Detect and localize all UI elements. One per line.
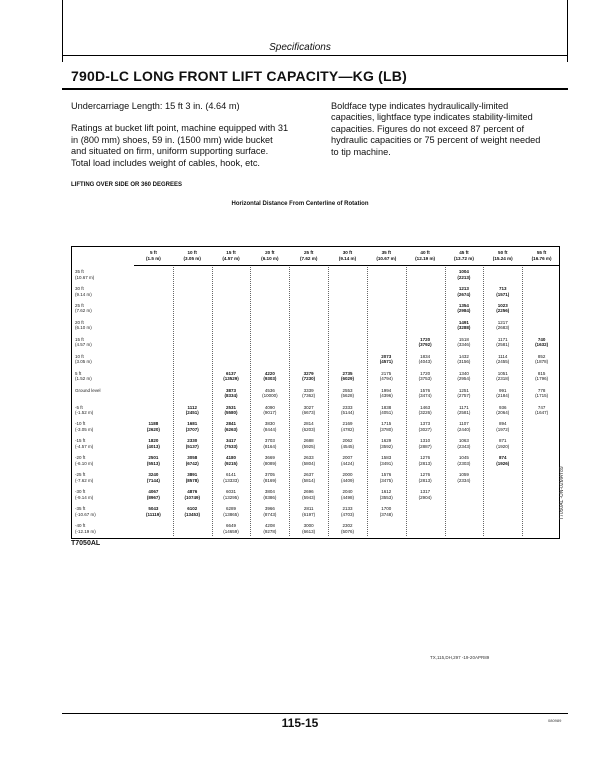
capacity-kg: 1063: [458, 438, 469, 444]
capacity-lb: (2455): [496, 359, 510, 365]
capacity-lb: (2581): [496, 342, 510, 348]
capacity-lb: (4794): [379, 376, 393, 382]
capacity-lb: (2318): [496, 376, 510, 382]
capacity-kg: 1432: [458, 353, 469, 359]
capacity-kg: 740: [537, 336, 546, 342]
boldface-legend-paragraph: [331, 101, 561, 158]
capacity-kg: 1276: [420, 472, 431, 478]
row-label: -30 ft: [75, 489, 86, 495]
capacity-lb: (8967): [146, 494, 160, 500]
capacity-lb: (5628): [340, 393, 354, 399]
capacity-kg: 4876: [187, 489, 198, 495]
paragraph-line: Undercarriage Length: 15 ft 3 in. (4.64 m): [71, 101, 240, 111]
capacity-kg: 2302: [342, 523, 353, 529]
capacity-lb: (5814): [302, 477, 316, 483]
capacity-kg: 1023: [497, 302, 508, 308]
paragraph-line: Boldface type indicates hydraulically-limited: [331, 101, 509, 111]
capacity-lb: (7362): [302, 393, 316, 399]
capacity-kg: 1051: [497, 370, 508, 376]
capacity-lb: (2581): [457, 410, 471, 416]
capacity-lb: (5144): [340, 410, 354, 416]
capacity-kg: 2688: [303, 438, 314, 444]
capacity-kg: 1354: [458, 302, 469, 308]
capacity-lb: (2674): [457, 291, 471, 297]
row-label: -10 ft: [75, 421, 86, 427]
capacity-kg: 2553: [342, 387, 353, 393]
capacity-lb: (8169): [263, 477, 277, 483]
capacity-lb: (13529): [223, 376, 239, 382]
lifting-over-side-label: LIFTING OVER SIDE OR 360 DEGREES: [71, 182, 183, 188]
capacity-kg: 1310: [420, 438, 431, 444]
capacity-lb: (2887): [418, 443, 432, 449]
capacity-kg: 874: [499, 455, 507, 461]
capacity-lb: (2813): [418, 477, 432, 483]
capacity-kg: 1463: [420, 404, 431, 410]
row-label: -25 ft: [75, 472, 86, 478]
capacity-lb: (2303): [457, 460, 471, 466]
capacity-lb: (3592): [379, 443, 393, 449]
capacity-lb: (14659): [223, 528, 239, 534]
capacity-lb: (9278): [263, 528, 277, 534]
column-header-metric: (4.57 m): [222, 256, 240, 261]
capacity-lb: (13295): [223, 494, 239, 500]
capacity-kg: 3873: [226, 387, 237, 393]
capacity-lb: (6263): [224, 427, 238, 433]
column-separator: [522, 267, 523, 536]
capacity-kg: 3705: [264, 472, 275, 478]
capacity-lb: (4396): [379, 393, 393, 399]
capacity-lb: (4409): [340, 477, 354, 483]
paragraph-line: in (800 mm) shoes, 59 in. (1500 mm) wide bucket: [71, 134, 273, 145]
capacity-lb: (2813): [418, 460, 432, 466]
capacity-kg: 2133: [342, 506, 353, 512]
capacity-kg: 3891: [187, 472, 198, 478]
capacity-kg: 747: [537, 404, 546, 410]
column-header-metric: (12.19 m): [415, 256, 436, 261]
paragraph-line: capacities. Figures do not exceed 87 percent of: [331, 123, 525, 134]
column-header-metric: (7.62 m): [299, 256, 318, 261]
capacity-lb: (2256): [496, 308, 510, 314]
capacity-lb: (9017): [263, 410, 277, 416]
capacity-kg: 1834: [420, 353, 431, 359]
capacity-lb: (8164): [263, 443, 277, 449]
capacity-kg: 1820: [148, 438, 159, 444]
paragraph-line: Total load includes weight of cables, hook, etc.: [71, 157, 260, 168]
capacity-lb: (3027): [418, 427, 432, 433]
row-label-metric: (3.05 m): [75, 359, 92, 365]
column-header: 10 ft: [187, 250, 197, 255]
capacity-kg: 1004: [458, 269, 469, 274]
capacity-lb: (8334): [224, 393, 238, 399]
capacity-lb: (5580): [224, 410, 238, 416]
capacity-kg: 1188: [148, 421, 159, 427]
capacity-kg: 1715: [381, 421, 392, 427]
capacity-lb: (7144): [146, 477, 160, 483]
capacity-lb: (3474): [418, 393, 432, 399]
capacity-lb: (2064): [496, 410, 510, 416]
capacity-kg: 2000: [342, 472, 353, 478]
capacity-kg: 6137: [226, 370, 237, 376]
capacity-kg: 3703: [264, 438, 275, 444]
capacity-kg: 2062: [342, 438, 353, 444]
column-header-metric: (9.14 m): [338, 256, 357, 261]
capacity-kg: 852: [537, 353, 546, 359]
capacity-lb: (1632): [535, 342, 549, 348]
row-label: -35 ft: [75, 506, 86, 512]
capacity-kg: 6031: [226, 489, 237, 495]
undercarriage-ratings-paragraph: [71, 101, 326, 169]
column-header-metric: (3.05 m): [183, 256, 201, 261]
capacity-kg: 6102: [187, 506, 198, 512]
capacity-kg: 1576: [420, 387, 431, 393]
capacity-kg: 1629: [381, 438, 392, 444]
capacity-lb: (8386): [263, 494, 277, 500]
capacity-kg: 1213: [458, 285, 469, 291]
lift-capacity-table: [71, 246, 560, 539]
capacity-kg: 2007: [342, 455, 353, 461]
capacity-lb: (1647): [535, 410, 549, 416]
row-label: -20 ft: [75, 455, 86, 461]
row-label: -15 ft: [75, 438, 86, 444]
row-label: Ground level: [75, 387, 101, 393]
capacity-kg: 4180: [226, 455, 237, 461]
row-label-metric: (7.62 m): [75, 308, 92, 314]
capacity-kg: 1612: [381, 489, 392, 495]
row-label: -5 ft: [75, 404, 83, 410]
capacity-lb: (5943): [302, 494, 316, 500]
illustration-id: T7050AL: [71, 540, 101, 547]
capacity-kg: 6141: [226, 472, 237, 478]
capacity-kg: 1317: [420, 489, 431, 495]
capacity-kg: 1576: [381, 472, 392, 478]
row-label: 35 ft: [75, 269, 84, 274]
row-label-metric: (-10.67 m): [75, 511, 96, 517]
capacity-kg: 894: [499, 421, 507, 427]
paragraph-line: to tip machine.: [331, 146, 391, 157]
capacity-lb: (11119): [146, 511, 161, 517]
row-label-metric: (-9.14 m): [75, 494, 94, 500]
capacity-kg: 2814: [303, 421, 314, 427]
row-label: 10 ft: [75, 353, 84, 359]
row-label-metric: (-12.19 m): [75, 528, 96, 534]
capacity-lb: (3792): [418, 342, 432, 348]
capacity-kg: 1720: [420, 370, 431, 376]
capacity-kg: 2073: [381, 353, 392, 359]
capacity-kg: 1518: [458, 336, 469, 342]
capacity-lb: (2334): [457, 477, 471, 483]
capacity-kg: 1276: [420, 455, 431, 461]
column-header: 55 ft: [536, 250, 547, 255]
capacity-kg: 6289: [226, 506, 237, 512]
capacity-lb: (3753): [418, 376, 432, 382]
column-header: 35 ft: [381, 250, 392, 255]
capacity-kg: 1171: [459, 404, 469, 410]
capacity-kg: 2696: [303, 489, 314, 495]
capacity-kg: 2637: [303, 472, 314, 478]
paragraph-line: hydraulic capacities or 75 percent of weight needed: [331, 135, 541, 146]
capacity-lb: (3475): [379, 477, 393, 483]
capacity-kg: 4208: [264, 523, 275, 529]
capacity-lb: (2954): [457, 376, 471, 382]
capacity-lb: (3346): [457, 342, 471, 348]
capacity-kg: 2633: [303, 455, 314, 461]
capacity-lb: (2451): [185, 410, 199, 416]
capacity-kg: 1491: [458, 319, 469, 325]
column-header-metric: (6.10 m): [261, 256, 279, 261]
capacity-lb: (3226): [418, 410, 432, 416]
page-number: 115-15: [281, 716, 319, 730]
row-label: 5 ft: [75, 370, 82, 376]
capacity-kg: 1681: [187, 421, 198, 427]
section-title: 790D-LC LONG FRONT LIFT CAPACITY—KG (LB): [71, 68, 407, 84]
capacity-kg: 991: [499, 387, 507, 393]
capacity-lb: (1920): [496, 443, 510, 449]
side-reference-id: T7050AL -UN-02MAY89: [559, 466, 565, 520]
capacity-kg: 3027: [303, 404, 314, 410]
capacity-lb: (5076): [340, 528, 354, 534]
capacity-lb: (4013): [146, 443, 160, 449]
row-label: 25 ft: [75, 302, 84, 308]
footer-rule: [62, 713, 568, 714]
column-header-metric: (1.5 m): [146, 256, 161, 261]
column-header-metric: (10.67 m): [376, 256, 397, 261]
capacity-kg: 3830: [264, 421, 275, 427]
paragraph-line: Ratings at bucket lift point, machine equipped with 31: [71, 123, 289, 134]
capacity-lb: (3156): [457, 359, 471, 365]
row-label-metric: (9.14 m): [75, 291, 92, 297]
capacity-lb: (3748): [379, 511, 393, 517]
capacity-lb: (8089): [263, 460, 277, 466]
capacity-lb: (2343): [457, 443, 471, 449]
capacity-kg: 1171: [497, 336, 508, 342]
capacity-lb: (2213): [457, 274, 471, 280]
capacity-lb: (6673): [302, 410, 316, 416]
column-header: 15 ft: [226, 250, 236, 255]
capacity-kg: 1251: [458, 387, 469, 393]
horizontal-distance-label: Horizontal Distance From Centerline of Rotation: [231, 201, 369, 207]
capacity-lb: (13333): [223, 477, 239, 483]
capacity-kg: 1340: [458, 370, 469, 376]
capacity-lb: (8743): [263, 511, 277, 517]
capacity-lb: (9303): [263, 376, 277, 382]
title-rule: [62, 88, 568, 90]
capacity-kg: 5043: [148, 506, 159, 512]
capacity-kg: 1059: [458, 472, 469, 478]
row-label-metric: (-1.52 m): [75, 410, 94, 416]
capacity-kg: 2330: [187, 438, 198, 444]
capacity-kg: 2169: [342, 421, 353, 427]
capacity-lb: (1796): [535, 376, 549, 382]
capacity-kg: 1373: [420, 421, 431, 427]
capacity-kg: 778: [537, 387, 546, 393]
capacity-lb: (1878): [535, 359, 549, 365]
column-header-metric: (16.76 m): [531, 256, 552, 261]
capacity-kg: 4536: [264, 387, 275, 393]
capacity-kg: 3417: [226, 438, 237, 444]
capacity-kg: 1720: [420, 336, 431, 342]
capacity-kg: 1107: [459, 421, 469, 427]
column-header: 30 ft: [342, 250, 353, 255]
capacity-lb: (6742): [185, 460, 199, 466]
capacity-lb: (5804): [302, 460, 316, 466]
capacity-lb: (4782): [340, 427, 354, 433]
row-label-metric: (-3.05 m): [75, 427, 94, 433]
capacity-lb: (7533): [224, 443, 238, 449]
capacity-lb: (4703): [340, 511, 354, 517]
capacity-lb: (2904): [418, 494, 432, 500]
paragraph-line: capacities, lightface type indicates stability-limited: [331, 112, 533, 123]
capacity-kg: 2501: [148, 455, 159, 461]
capacity-lb: (13453): [184, 511, 200, 517]
row-label: 30 ft: [75, 285, 84, 291]
capacity-lb: (7230): [302, 376, 316, 382]
capacity-lb: (5513): [146, 460, 160, 466]
capacity-lb: (4424): [340, 460, 354, 466]
column-header: 40 ft: [420, 250, 430, 255]
page-header-title: Specifications: [269, 42, 331, 53]
capacity-kg: 713: [499, 285, 507, 291]
capacity-kg: 2040: [342, 489, 353, 495]
row-label-metric: (-4.57 m): [75, 443, 94, 449]
capacity-lb: (10749): [184, 494, 200, 500]
capacity-lb: (2620): [146, 427, 160, 433]
capacity-lb: (6613): [302, 528, 316, 534]
capacity-kg: 1112: [187, 404, 197, 410]
row-label-metric: (-7.62 m): [75, 477, 94, 483]
capacity-lb: (6029): [340, 376, 354, 382]
column-header: 20 ft: [265, 250, 275, 255]
capacity-kg: 4220: [264, 370, 275, 376]
capacity-lb: (2184): [496, 393, 510, 399]
capacity-lb: (1972): [496, 427, 510, 433]
capacity-kg: 3669: [264, 455, 275, 461]
capacity-kg: 1994: [381, 387, 392, 393]
capacity-kg: 1217: [497, 319, 508, 325]
row-label-metric: (6.10 m): [75, 325, 92, 331]
capacity-kg: 1583: [381, 455, 392, 461]
capacity-lb: (3553): [379, 494, 393, 500]
capacity-kg: 1045: [458, 455, 469, 461]
capacity-lb: (5925): [302, 443, 316, 449]
capacity-lb: (4571): [379, 359, 393, 365]
capacity-kg: 4067: [148, 489, 159, 495]
capacity-lb: (2683): [496, 325, 510, 331]
capacity-lb: (3707): [185, 427, 199, 433]
capacity-lb: (6203): [302, 427, 316, 433]
document-reference-footnote: TX,115,DH,297 -19-20APR89: [430, 655, 490, 660]
capacity-kg: 871: [499, 438, 507, 444]
row-label: -40 ft: [75, 523, 86, 529]
capacity-kg: 3240: [148, 472, 159, 478]
capacity-kg: 2735: [342, 370, 353, 376]
capacity-lb: (2757): [457, 393, 471, 399]
capacity-lb: (10000): [262, 393, 278, 399]
capacity-kg: 2841: [226, 421, 237, 427]
capacity-kg: 3000: [303, 523, 314, 529]
row-label-metric: (10.67 m): [75, 274, 95, 280]
page-code: 080989: [548, 718, 562, 723]
row-label: 20 ft: [75, 319, 84, 325]
column-header: 50 ft: [498, 250, 508, 255]
capacity-lb: (4043): [418, 359, 432, 365]
capacity-lb: (3780): [379, 427, 393, 433]
capacity-kg: 3339: [303, 387, 314, 393]
capacity-lb: (1715): [535, 393, 549, 399]
column-header-metric: (13.72 m): [453, 256, 474, 261]
capacity-lb: (1571): [496, 291, 510, 297]
capacity-lb: (13865): [223, 511, 239, 517]
capacity-kg: 3058: [187, 455, 198, 461]
capacity-kg: 4090: [264, 404, 275, 410]
capacity-lb: (2440): [457, 427, 471, 433]
capacity-lb: (4498): [340, 494, 354, 500]
paragraph-line: and situated on firm, uniform supporting surface.: [71, 146, 269, 157]
table-header-rule: [134, 265, 559, 266]
column-header: 5 ft: [149, 250, 157, 255]
capacity-lb: (4051): [379, 410, 393, 416]
capacity-lb: (5137): [185, 443, 199, 449]
row-label: 15 ft: [75, 336, 84, 342]
capacity-kg: 2175: [381, 370, 392, 376]
row-label-metric: (4.57 m): [75, 342, 92, 348]
row-label-metric: (-6.10 m): [75, 460, 94, 466]
column-header-metric: (15.24 m): [492, 256, 513, 261]
paragraph-line: [71, 112, 326, 123]
capacity-lb: (9215): [224, 460, 238, 466]
capacity-lb: (6197): [302, 511, 316, 517]
capacity-kg: 3804: [264, 489, 275, 495]
capacity-lb: (8444): [263, 427, 277, 433]
column-header: 25 ft: [303, 250, 314, 255]
capacity-kg: 2531: [226, 404, 237, 410]
capacity-kg: 1838: [381, 404, 392, 410]
capacity-kg: 1700: [381, 506, 392, 512]
capacity-lb: (8578): [185, 477, 199, 483]
capacity-lb: (2984): [457, 308, 471, 314]
capacity-kg: 2811: [303, 506, 314, 512]
capacity-kg: 1114: [498, 353, 508, 359]
capacity-kg: 6649: [226, 523, 237, 529]
capacity-lb: (4545): [340, 443, 354, 449]
capacity-lb: (3491): [379, 460, 393, 466]
row-label-metric: (1.52 m): [75, 376, 92, 382]
header-rule: [62, 55, 568, 56]
capacity-lb: (3288): [457, 325, 471, 331]
capacity-kg: 815: [537, 370, 546, 376]
column-header: 45 ft: [459, 250, 469, 255]
capacity-lb: (1926): [496, 460, 510, 466]
capacity-kg: 936: [499, 404, 507, 410]
capacity-kg: 3966: [264, 506, 275, 512]
capacity-kg: 2333: [342, 404, 353, 410]
capacity-kg: 3279: [303, 370, 314, 376]
